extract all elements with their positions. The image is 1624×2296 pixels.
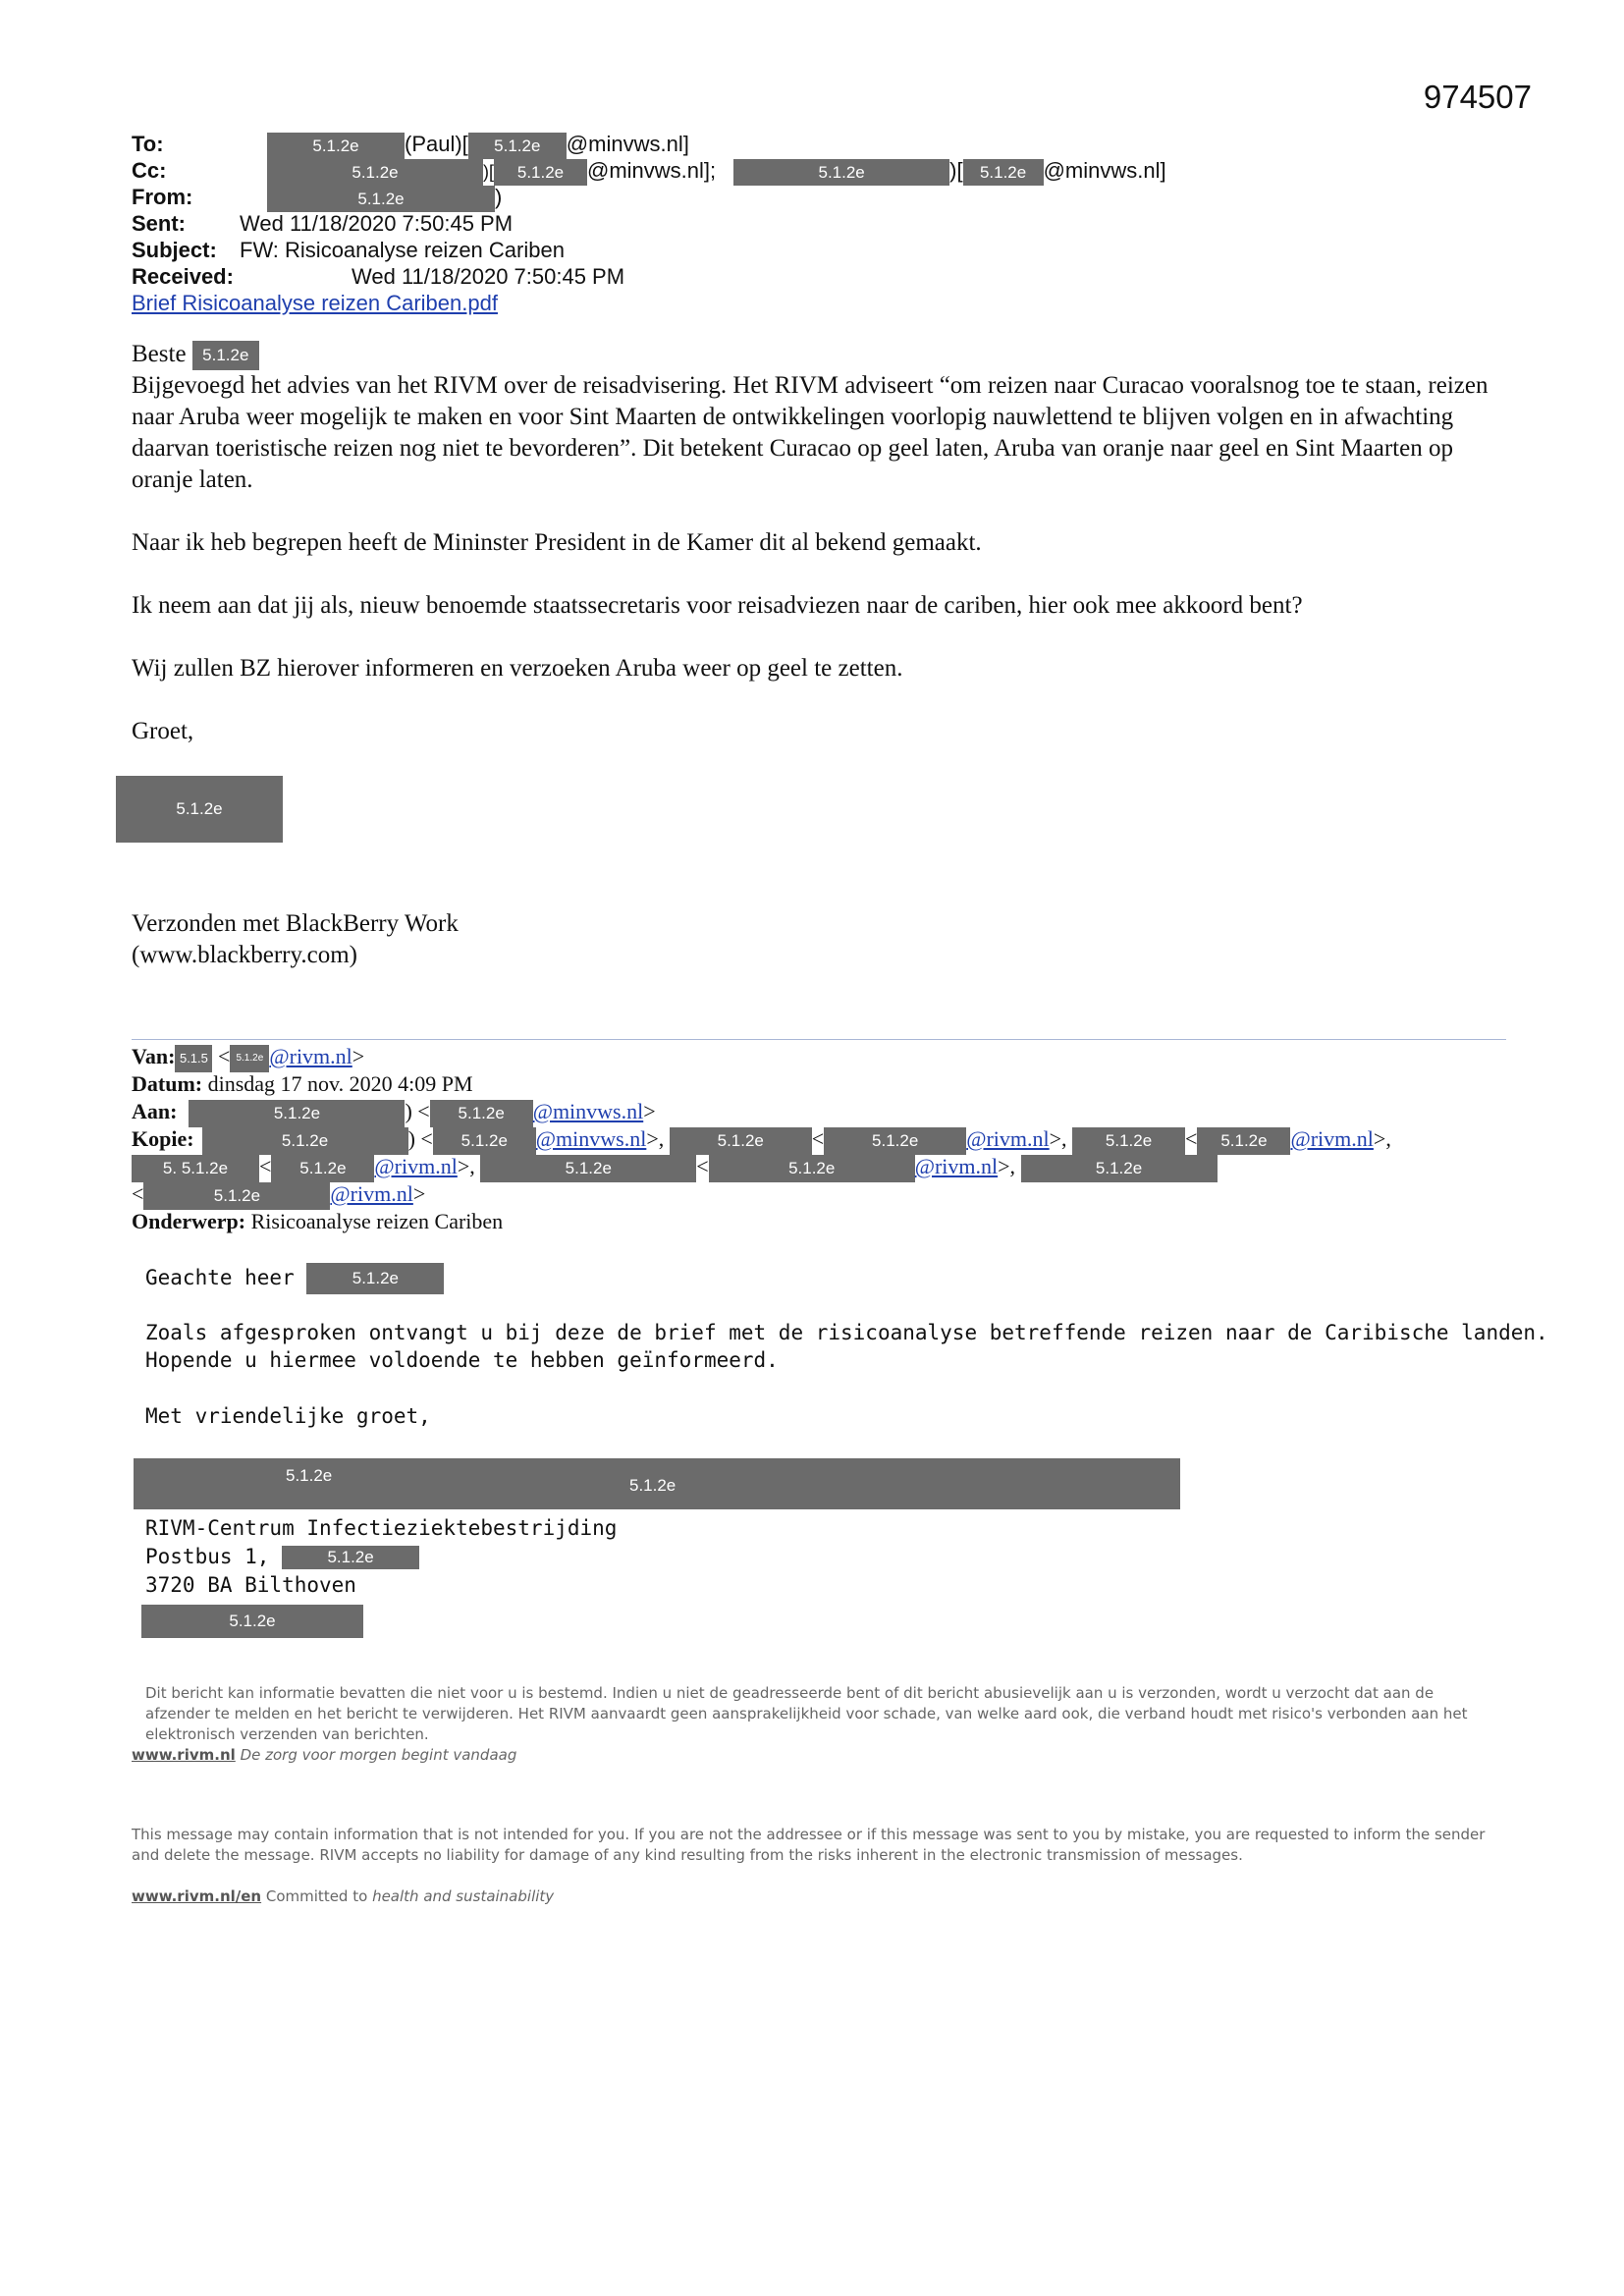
redaction-box: 5.1.2e (709, 1155, 915, 1182)
cc-label: Cc: (132, 158, 167, 183)
cc-domain-1: @minvws.nl]; (587, 158, 717, 183)
cc-domain-2: @minvws.nl] (1043, 158, 1166, 183)
closing: Groet, (132, 718, 194, 745)
to-label: To: (132, 132, 164, 156)
kopie-row-3: < 5.1.2e @rivm.nl> (132, 1180, 1391, 1208)
separator-line (132, 1039, 1506, 1040)
redaction-box: 5.1.2e (267, 133, 405, 159)
signature-redaction (116, 776, 283, 843)
to-row (132, 131, 1166, 157)
attachment-row (132, 290, 1166, 316)
from-label: From: (132, 185, 193, 209)
rivm-city: 3720 BA Bilthoven (145, 1573, 356, 1597)
rivm-signature-redaction: 5.1.2e 5.1.2e (134, 1458, 1180, 1509)
committed-text: Committed to (265, 1887, 368, 1905)
redaction-box: 5.1.2e (1197, 1127, 1290, 1155)
redaction-box: 5. 5.1.2e (132, 1155, 259, 1182)
disclaimer-nl: Dit bericht kan informatie bevatten die niet voor u is bestemd. Indien u niet de geadresseerde bent of dit bericht abusievelijk aan u is verzonden, wordt u verzocht dat aan de afzender te melden en het bericht te verwijderen. Het RIVM aanvaardt geen aansprakelijkheid voor schade, van welke aard ook, die verband houdt met risico's verbonden aan het elektronisch verzenden van berichten. (145, 1684, 1468, 1743)
greeting: Beste (132, 341, 187, 367)
redaction-box: 5.1.2e (116, 776, 283, 843)
redaction-box: 5.1.2e (267, 159, 483, 186)
rivm-en-website-link[interactable]: www.rivm.nl/en (132, 1887, 262, 1905)
rivm-regards: Met vriendelijke groet, (145, 1404, 431, 1428)
redaction-box: 5.1.2e (143, 1182, 330, 1210)
received-value: Wed 11/18/2020 7:50:45 PM (352, 264, 625, 289)
blackberry-signature (132, 908, 459, 971)
rivm-body-line-2: Hopende u hiermee voldoende te hebben geïnformeerd. (145, 1348, 779, 1372)
disclaimer-en-footer (132, 1886, 554, 1907)
redaction-box: 5.1.2e (430, 1100, 533, 1127)
redaction-box: 5.1.2e (468, 133, 567, 159)
aan-label: Aan: (132, 1099, 178, 1123)
aan-row: Aan: 5.1.2e ) < 5.1.2e @minvws.nl> (132, 1098, 1391, 1125)
cc-row: Cc: 5.1.2e )[ 5.1.2e @minvws.nl]; 5.1.2e )[ 5.1.2e @minvws.nl] (132, 157, 1166, 184)
minvws-email-link[interactable]: @minvws.nl (532, 1099, 644, 1123)
redaction-box: 5.1.2e (230, 1045, 269, 1072)
greeting-line (132, 339, 1506, 370)
paragraph-3: Ik neem aan dat jij als, nieuw benoemde staatssecretaris voor reisadviezen naar de cariben, hier ook mee akkoord bent? (132, 592, 1303, 620)
kopie-label: Kopie: (132, 1126, 194, 1151)
redaction-box: 5.1.2e (480, 1155, 696, 1182)
redaction-box: 5.1.2e (202, 1127, 408, 1155)
rivm-phone-redaction (141, 1605, 363, 1638)
redaction-box: 5.1.2e (1021, 1155, 1218, 1182)
redaction-box: 5.1.2e (306, 1263, 444, 1294)
rivm-email-link[interactable]: @rivm.nl (1290, 1126, 1374, 1151)
redaction-box: 5.1.2e (824, 1127, 966, 1155)
redaction-box: 5.1.2e (733, 159, 949, 186)
redaction-box: 5.1.2e (1072, 1127, 1185, 1155)
attachment-link[interactable]: Brief Risicoanalyse reizen Cariben.pdf (132, 291, 498, 315)
van-row: Van: 5.1.5 < 5.1.2e @rivm.nl> (132, 1043, 1391, 1070)
redaction-box: 5.1.2e (141, 1605, 363, 1638)
from-row (132, 184, 1166, 210)
subject-row (132, 237, 1166, 263)
paragraph-1: Bijgevoegd het advies van het RIVM over de reisadvisering. Het RIVM adviseert “om reizen naar Curacao vooralsnog toe te staan, reizen naar Aruba weer mogelijk te maken en voor Sint Maarten de ontwikkelingen voorlopig nauwlettend te blijven volgen en in afwachting daarvan toeristische reizen nog niet te bevorderen”. Dit betekent Curacao op geel laten, Aruba van oranje naar geel en Sint Maarten op oranje laten. (132, 372, 1489, 494)
paragraph-4: Wij zullen BZ hierover informeren en verzoeken Aruba weer op geel te zetten. (132, 655, 903, 683)
email-body (132, 339, 1506, 779)
redaction-box: 5.1.2e (189, 1100, 405, 1127)
redaction-box: 5.1.2e (192, 341, 259, 370)
datum-value: dinsdag 17 nov. 2020 4:09 PM (207, 1071, 473, 1096)
kopie-row-1: Kopie: 5.1.2e ) < 5.1.2e @minvws.nl>, 5.1.2e < 5.1.2e @rivm.nl>, 5.1.2e < 5.1.2e @rivm.nl>, (132, 1125, 1391, 1153)
rivm-postbus-line (145, 1543, 419, 1570)
redaction-box: 5.1.2e (271, 1155, 374, 1182)
onderwerp-row (132, 1208, 1391, 1235)
rivm-email-link[interactable]: @rivm.nl (330, 1181, 413, 1206)
minvws-email-link[interactable]: @minvws.nl (535, 1126, 647, 1151)
rivm-tagline: De zorg voor morgen begint vandaag (240, 1746, 517, 1764)
sent-with-line-1: Verzonden met BlackBerry Work (132, 910, 459, 937)
redaction-box: 5.1.2e (267, 186, 495, 212)
rivm-email-link[interactable]: @rivm.nl (966, 1126, 1050, 1151)
redaction-box: 5.1.2e (494, 159, 587, 186)
email-header (132, 131, 1166, 316)
subject-value: FW: Risicoanalyse reizen Cariben (240, 238, 565, 262)
subject-label: Subject: (132, 238, 217, 262)
onderwerp-label: Onderwerp: (132, 1209, 246, 1233)
onderwerp-value: Risicoanalyse reizen Cariben (250, 1209, 504, 1233)
redaction-box: 5.1.5 (175, 1045, 212, 1072)
rivm-website-link[interactable]: www.rivm.nl (132, 1746, 236, 1764)
redaction-box: 5.1.2e (433, 1127, 536, 1155)
document-number: 974507 (1423, 79, 1532, 115)
received-label: Received: (132, 264, 234, 289)
rivm-salutation: Geachte heer (145, 1266, 295, 1289)
sent-with-line-2: (www.blackberry.com) (132, 942, 357, 968)
sent-value: Wed 11/18/2020 7:50:45 PM (240, 211, 514, 236)
to-name: (Paul)[ (405, 132, 468, 156)
from-close: ) (495, 185, 503, 209)
rivm-email-link[interactable]: @rivm.nl (914, 1154, 999, 1178)
datum-row (132, 1070, 1391, 1098)
van-label: Van: (132, 1044, 176, 1068)
received-row (132, 263, 1166, 290)
rivm-org: RIVM-Centrum Infectieziektebestrijding (145, 1516, 618, 1540)
disclaimer-nl-footer (132, 1745, 516, 1766)
redaction-box: 5.1.2e (282, 1546, 419, 1569)
rivm-en-tagline: health and sustainability (372, 1887, 555, 1905)
sent-label: Sent: (132, 211, 186, 236)
rivm-email-link[interactable]: @rivm.nl (269, 1044, 352, 1068)
rivm-postbus: Postbus 1, (145, 1545, 270, 1568)
to-domain: @minvws.nl] (566, 132, 689, 156)
disclaimer-en: This message may contain information that is not intended for you. If you are not the addressee or if this message was sent to you by mistake, you are requested to inform the sender and delete the message. RIVM accepts no liability for damage of any kind resulting from the risks inherent in the electronic transmission of messages. (132, 1826, 1486, 1864)
kopie-row-2: 5. 5.1.2e < 5.1.2e @rivm.nl>, 5.1.2e < 5.1.2e @rivm.nl>, 5.1.2e (132, 1153, 1391, 1180)
datum-label: Datum: (132, 1071, 203, 1096)
sent-row (132, 210, 1166, 237)
paragraph-2: Naar ik heb begrepen heeft de Mininster President in de Kamer dit al bekend gemaakt. (132, 529, 982, 557)
forwarded-header (132, 1043, 1391, 1235)
rivm-salutation-line (145, 1263, 444, 1294)
redaction-box: 5.1.2e (670, 1127, 812, 1155)
redaction-box: 5.1.2e (963, 159, 1044, 186)
rivm-email-link[interactable]: @rivm.nl (374, 1154, 458, 1178)
rivm-body-line-1: Zoals afgesproken ontvangt u bij deze de brief met de risicoanalyse betreffende reizen naar de Caribische landen. (145, 1321, 1548, 1344)
